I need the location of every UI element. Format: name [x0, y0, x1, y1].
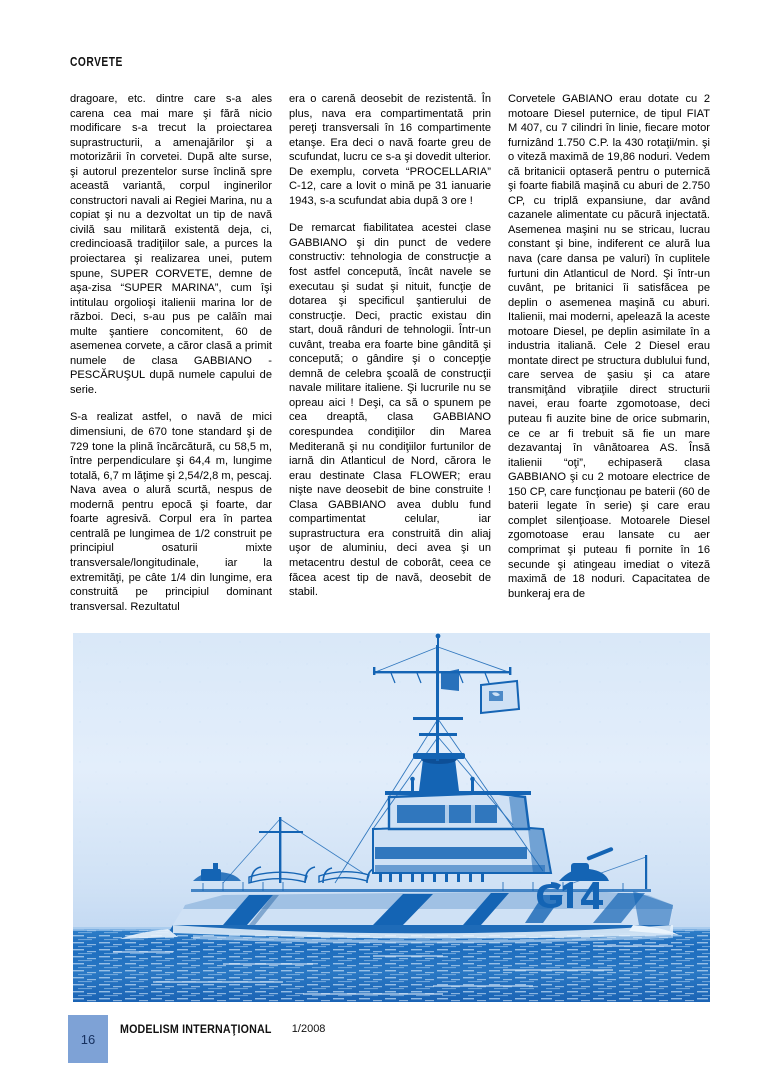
- paragraph: dragoare, etc. dintre care s-a ales carena cea mai mare şi fără nicio modificare s-a trecut la proiectarea suprastructurii, a amenajărilor şi a motorizării în corvetei. După alte surse, şi autorul prezentelor surse înclină spre această variantă, corpul inginerilor constructori navali ai Regiei Marina, nu a copiat şi nu a dezvoltat un tip de navă civilă sau militară existentă deja, ci, credincioasă tradiţiilor sale, a purces la proiectarea şi realizarea unei, putem spune, SUPER CORVETE, demne de aşa-zisa “SUPER MARINA”, cum îşi intitulau orgolioşi italienii marina lor de război. Deci, s-au pus pe calăîn mai multe şantiere concomitent, 60 de asemenea corvete, a căror clasă a primit numele de clasa GABBIANO - PESCĂRUŞUL după numele capului de serie.: [70, 93, 272, 396]
- text-column-2: [289, 92, 491, 614]
- ship-photograph: [73, 633, 710, 1002]
- text-column-3: [508, 92, 710, 614]
- article-body: [70, 92, 710, 614]
- page-number: 16: [80, 1031, 96, 1047]
- page-number-box: [68, 1015, 108, 1063]
- page-footer: [68, 1015, 325, 1063]
- footer-text: [108, 1015, 325, 1063]
- paragraph: De remarcat fiabilitatea acestei clase GABBIANO şi din punct de vedere constructiv: tehnologia de construcţie a fost astfel concepută, încât navele se executau şi sudat şi nituit, funcţie de dotarea şi specificul şantierului de construcţie. Deci, practic existau din start, două rânduri de tehnologii. Într-un cuvânt, treaba era foarte bine gândită şi concepută; o gândire şi o concepţie demnă de celebra şcoală de construcţii navale militare italiene. Şi lucrurile nu se opreau aici ! Deşi, ca să o spunem pe cea dreaptă, clasa GABBIANO corespundea condiţiilor din Marea Mediterană şi nu condiţiilor furtunilor de iarnă din Atlanticul de Nord, cărora le erau destinate Clasa FLOWER; erau nişte nave deosebit de bine construite ! Clasa GABBIANO avea dublu fund compartimentat celular, iar suprastructura era construită din aliaj uşor de aluminiu, deci avea şi un metacentru destul de coborât, ceea ce făcea acest tip de navă, deosebit de stabil.: [289, 222, 491, 599]
- paragraph: S-a realizat astfel, o navă de mici dimensiuni, de 670 tone standard şi de 729 tone la plină încărcătură, cu 58,5 m, între perpendiculare şi 64,4 m, lungime totală, 6,7 m lăţime şi 2,54/2,8 m, pescaj. Nava avea o alură scurtă, nespus de modernă pentru epocă şi foarte, dar foarte agresivă. Corpul era în partea centrală pe lungimea de 1/2 construit pe principiul osaturii mixte transversale/longitudinale, iar la extremităţi, pe câte 1/4 din lungime, era construită pe principiul dominant transversal. Rezultatul: [70, 411, 272, 613]
- paragraph: Corvetele GABIANO erau dotate cu 2 motoare Diesel puternice, de tipul FIAT M 407, cu 7 cilindri în linie, fiecare motor furnizând 1.750 C.P. la 430 rotaţii/min. şi o viteză maximă de 19,86 noduri. Vedem că britanicii optaseră pentru o puternică şi foarte fiabilă maşină cu aburi de 2.750 CP, cu triplă expansiune, dar având cazanele alimentate cu păcură injectată. Asemenea maşini nu se stricau, lucrau constant şi bine, indiferent ce alură lua nava (care dansa pe valuri) în cuplitele furtuni din Atlanticul de Nord. Şi într-un cuvânt, pe britanici îi satisfăcea pe deplin o asemenea maşină cu aburi. Italienii, mai moderni, apelează la aceste motoare Diesel, pe deplin asimilate în a industria italiană. Cele 2 Diesel erau montate direct pe structura dublului fund, care servea de şasiu şi ca atare transmiţând vibraţiile direct structurii navei, erau foarte zgomotoase, deci puteau fi auzite bine de orice submarin, ce ce ar fi trebuit să fie un mare dezavantaj în vânătoarea AS. Însă italienii “oţi”, echipaseră clasa GABBIANO şi cu 2 motoare electrice de 150 CP, care funcţionau pe baterii (60 de baterii legate în serie) şi care erau complet silenţioase. Motoarele Diesel zgomotoase erau lansate cu aer comprimat şi puteau fi pornite în 16 secunde şi atingeau imediat o viteză maximă de 18 noduri. Capacitatea de bunkeraj era de: [508, 93, 710, 600]
- ship-photo-illustration: [73, 633, 710, 1002]
- text-column-1: [70, 92, 272, 614]
- paragraph: era o carenă deosebit de rezistentă. În plus, nava era compartimentată prin pereţi transversali în 16 compartimente etanşe. Era deci o navă foarte greu de scufundat, lucru ce s-a şi dovedit ulterior. De exemplu, corveta “PROCELLARIA” C-12, care a lovit o mină pe 31 ianuarie 1943, s-a scufundat abia după 3 ore !: [289, 93, 491, 207]
- magazine-title: MODELISM INTERNAŢIONAL: [120, 1023, 272, 1036]
- magazine-issue: 1/2008: [291, 1023, 326, 1035]
- running-head: CORVETE: [70, 55, 123, 69]
